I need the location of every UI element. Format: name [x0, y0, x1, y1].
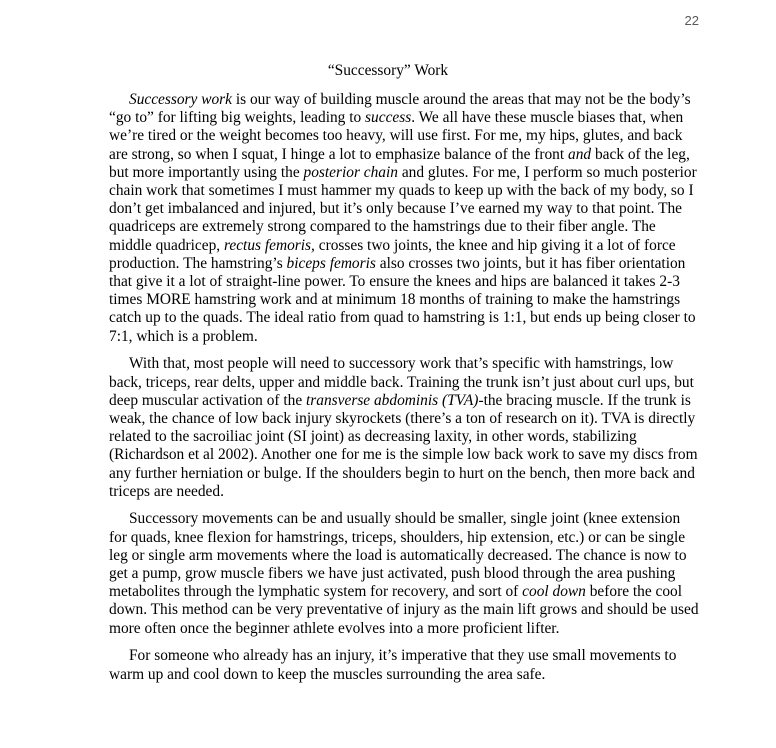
italic-term: success: [365, 109, 412, 127]
italic-term: Successory work: [129, 91, 233, 108]
text-run: For someone who already has an injury, it’s imperative that they use small movements to warm up and cool down to keep the muscles surrounding the area safe.: [109, 647, 677, 683]
italic-term: cool down: [522, 583, 586, 601]
text-run: With that, most people will need to successory work that’s specific with hamstrings, low back, triceps, rear delts, upper and middle back. Training the trunk isn’t just about curl ups, but deep muscular activation of the: [109, 355, 694, 409]
document-body: [109, 91, 699, 693]
text-run: Successory movements can be and usually should be smaller, single joint (knee extension for quads, knee flexion for hamstrings, triceps, shoulders, hip extension, etc.) or can be single leg or single arm movements where the load is automatically decreased. The chance is now to get a pump, grow muscle fibers we have just activated, push blood through the area pushing metabolites through the lymphatic system for recovery, and sort of: [109, 510, 687, 601]
italic-term: transverse abdominis (TVA): [306, 391, 479, 409]
page-number: 22: [684, 13, 699, 28]
text-run: -the bracing muscle. If the trunk is weak, the chance of low back injury skyrockets (there’s a ton of research on it). TVA is directly related to the sacroiliac joint (SI joint) as decreasing laxity, in other words, stabilizing (Richardson et al 2002). Another one for me is the simple low back work to save my discs from any further herniation or bulge. If the shoulders begin to hurt on the bench, then more back and triceps are needed.: [109, 391, 698, 500]
italic-term: rectus femoris,: [223, 236, 315, 254]
text-run: before the cool down. This method can be very preventative of injury as the main lift grows and should be used more often once the beginner athlete evolves into a more proficient lifter.: [109, 583, 699, 637]
paragraph-successory-movements: [109, 510, 699, 637]
text-run: back of the leg, but more importantly using the: [109, 145, 690, 181]
italic-term: posterior chain: [303, 163, 398, 181]
text-run: crosses two joints, the knee and hip giving it a lot of force production. The hamstring’s: [109, 236, 676, 272]
italic-term: biceps femoris: [286, 254, 376, 272]
text-run: also crosses two joints, but it has fiber orientation that give it a lot of straight-line power. To ensure the knees and hips are balanced it takes 2-3 times MORE hamstring work and at minimum 18 months of training to make the hamstrings catch up to the quads. The ideal ratio from quad to hamstring is 1:1, but ends up being closer to 7:1, which is a problem.: [109, 254, 696, 345]
paragraph-injury: [109, 647, 699, 683]
paragraph-successory-work: [109, 91, 699, 346]
page-title: “Successory” Work: [327, 62, 449, 79]
text-run: and glutes. For me, I perform so much posterior chain work that sometimes I must hammer my quads to keep up with the back of my body, so I don’t get imbalanced and injured, but it’s only because I’ve earned my way to that point. The quadriceps are extremely strong compared to the hamstrings due to their fiber angle. The middle quadricep,: [109, 163, 697, 254]
text-run: is our way of building muscle around the areas that may not be the body’s “go to” for lifting big weights, leading to: [109, 91, 691, 127]
italic-term: and: [568, 145, 592, 163]
paragraph-specific-muscles: [109, 355, 699, 501]
text-run: . We all have these muscle biases that, when we’re tired or the weight becomes too heavy, will use first. For me, my hips, glutes, and back are strong, so when I squat, I hinge a lot to emphasize balance of the front: [109, 109, 684, 163]
